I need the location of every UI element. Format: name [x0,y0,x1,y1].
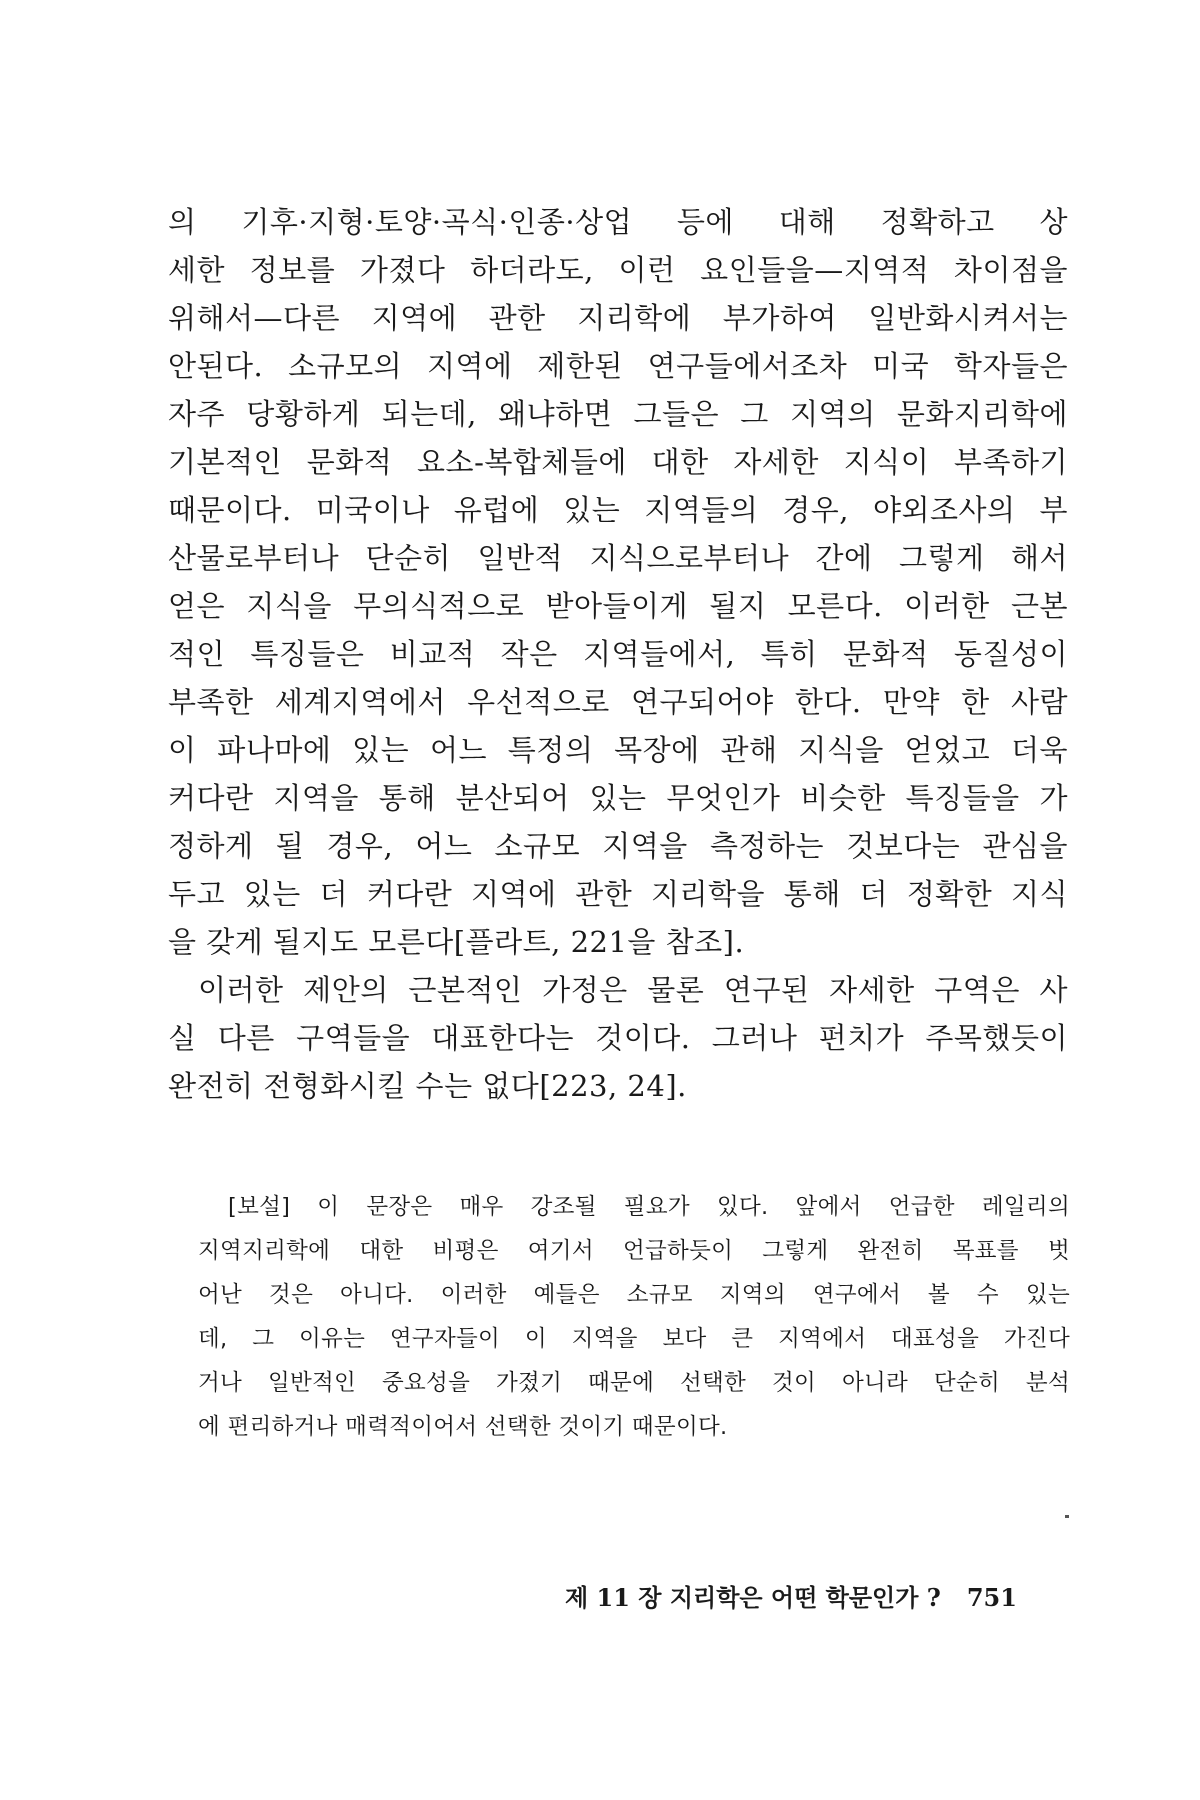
text-line: 이러한 제안의 근본적인 가정은 물론 연구된 자세한 구역은 사 [198,973,1068,1007]
text-line: 안된다. 소규모의 지역에 제한된 연구들에서조차 미국 학자들은 [168,349,1068,383]
text-line: 이 파나마에 있는 어느 특정의 목장에 관해 지식을 얻었고 더욱 [168,733,1068,767]
text-line: 실 다른 구역들을 대표한다는 것이다. 그러나 펀치가 주목했듯이 [168,1021,1068,1055]
supplementary-note [198,1185,1070,1449]
page-number: 751 [966,1583,1017,1612]
text-line: 기본적인 문화적 요소-복합체들에 대한 자세한 지식이 부족하기 [168,445,1068,479]
text-line: 완전히 전형화시킬 수는 없다[223, 24]. [168,1069,687,1103]
text-line: 산물로부터나 단순히 일반적 지식으로부터나 간에 그렇게 해서 [168,541,1068,575]
text-line: 두고 있는 더 커다란 지역에 관한 지리학을 통해 더 정확한 지식 [168,877,1068,911]
main-text [168,198,1068,1110]
text-line: 얻은 지식을 무의식적으로 받아들이게 될지 모른다. 이러한 근본 [168,589,1068,623]
note-line: 지역지리학에 대한 비평은 여기서 언급하듯이 그렇게 완전히 목표를 벗 [198,1238,1070,1264]
note-line: 거나 일반적인 중요성을 가졌기 때문에 선택한 것이 아니라 단순히 분석 [198,1370,1070,1396]
text-line: 때문이다. 미국이나 유럽에 있는 지역들의 경우, 야외조사의 부 [168,493,1068,527]
text-line: 커다란 지역을 통해 분산되어 있는 무엇인가 비슷한 특징들을 가 [168,781,1068,815]
text-line: 위해서—다른 지역에 관한 지리학에 부가하여 일반화시켜서는 [168,301,1068,335]
note-line: [보설] 이 문장은 매우 강조될 필요가 있다. 앞에서 언급한 레일리의 [228,1194,1070,1220]
note-line: 데, 그 이유는 연구자들이 이 지역을 보다 큰 지역에서 대표성을 가진다 [198,1326,1070,1352]
note-line: 어난 것은 아니다. 이러한 예들은 소규모 지역의 연구에서 볼 수 있는 [198,1282,1070,1308]
text-line: 의 기후·지형·토양·곡식·인종·상업 등에 대해 정확하고 상 [168,205,1068,239]
text-line: 정하게 될 경우, 어느 소규모 지역을 측정하는 것보다는 관심을 [168,829,1068,863]
text-line: 을 갖게 될지도 모른다[플라트, 221을 참조]. [168,925,745,959]
text-line: 자주 당황하게 되는데, 왜냐하면 그들은 그 지역의 문화지리학에 [168,397,1068,431]
text-line: 세한 정보를 가졌다 하더라도, 이런 요인들을—지역적 차이점을 [168,253,1068,287]
text-line: 부족한 세계지역에서 우선적으로 연구되어야 한다. 만약 한 사람 [168,685,1068,719]
page-footer [565,1583,1017,1613]
scan-mark [1065,1515,1069,1518]
chapter-title: 제 11 장 지리학은 어떤 학문인가 ? [565,1583,941,1612]
text-line: 적인 특징들은 비교적 작은 지역들에서, 특히 문화적 동질성이 [168,637,1068,671]
note-line: 에 편리하거나 매력적이어서 선택한 것이기 때문이다. [198,1414,728,1440]
